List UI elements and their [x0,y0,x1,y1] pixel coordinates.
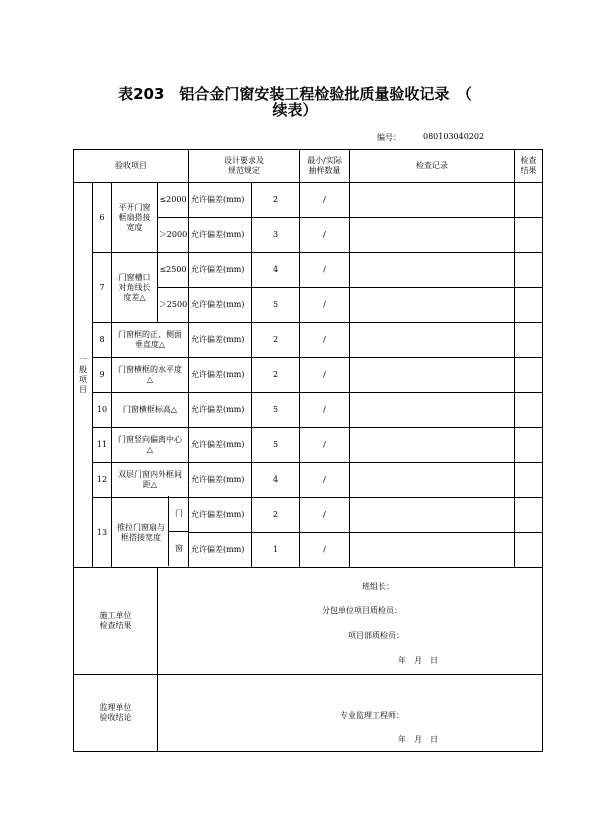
tolerance-value: 2 [252,498,300,533]
sample-count: / [300,463,350,498]
tolerance-value: 4 [252,463,300,498]
tolerance-desc: 允许偏差(mm) [189,428,252,463]
table-row [74,253,543,288]
table-row [74,183,543,218]
code-value: 080103040202 [423,132,485,141]
engineer-label: 专业监理工程师： [340,711,404,720]
sample-count: / [300,428,350,463]
table-row [74,463,543,498]
header-item: 验收项目 [74,150,189,183]
item-sub: ＞2000 [158,218,189,253]
record-cell[interactable] [350,253,515,288]
record-cell[interactable] [350,323,515,358]
record-cell[interactable] [350,498,515,533]
tolerance-desc: 允许偏差(mm) [189,533,252,568]
tolerance-desc: 允许偏差(mm) [189,253,252,288]
supervision-row [74,675,543,752]
document-title-line2: 续表） [272,101,318,119]
table-row [74,323,543,358]
result-cell[interactable] [515,463,543,498]
item-number: 6 [93,183,112,253]
row13-sub-divider [168,531,188,532]
dept-inspector-label: 项目部质检员： [348,631,404,640]
item-name: 门窗横框的水平度 △ [112,358,189,393]
tolerance-desc: 允许偏差(mm) [189,393,252,428]
sample-count: / [300,358,350,393]
tolerance-value: 5 [252,428,300,463]
record-cell[interactable] [350,288,515,323]
result-cell[interactable] [515,393,543,428]
item-number: 7 [93,253,112,323]
tolerance-desc: 允许偏差(mm) [189,323,252,358]
construction-sign-area[interactable] [158,568,543,675]
result-cell[interactable] [515,533,543,568]
item-number: 13 [93,498,112,568]
sample-count: / [300,498,350,533]
tolerance-value: 5 [252,288,300,323]
leader-label: 班组长： [362,582,394,591]
item-sub: ＞2500 [158,288,189,323]
supervision-sign-area[interactable] [158,675,543,752]
tolerance-value: 4 [252,253,300,288]
supervision-label: 监理单位 验收结论 [74,675,158,752]
table-row [74,393,543,428]
result-cell[interactable] [515,323,543,358]
result-cell[interactable] [515,183,543,218]
result-cell[interactable] [515,253,543,288]
item-name: 门窗横框标高△ [112,393,189,428]
tolerance-desc: 允许偏差(mm) [189,358,252,393]
tolerance-value: 2 [252,183,300,218]
item-name: 双层门窗内外框间 距△ [112,463,189,498]
item-name: 门窗槽口 对角线长 度差△ [112,253,158,323]
tolerance-desc: 允许偏差(mm) [189,218,252,253]
record-cell[interactable] [350,393,515,428]
sample-count: / [300,183,350,218]
table-row [74,428,543,463]
item-sub: ≤2500 [158,253,189,288]
sample-count: / [300,218,350,253]
record-cell[interactable] [350,533,515,568]
sample-count: / [300,323,350,358]
sample-count: / [300,393,350,428]
header-design: 设计要求及 规范规定 [189,150,300,183]
row13-sub-window: 窗 [175,544,183,553]
category-label: 一 般 项 目 [74,183,93,568]
table-row [74,498,543,533]
tolerance-desc: 允许偏差(mm) [189,288,252,323]
item-number: 12 [93,463,112,498]
tolerance-value: 1 [252,533,300,568]
item-name: 门窗框的正、侧面 垂直度△ [112,323,189,358]
header-record: 检查记录 [350,150,515,183]
construction-label: 施工单位 检查结果 [74,568,158,675]
inspection-table [73,149,543,752]
construction-date: 年 月 日 [398,656,438,665]
tolerance-desc: 允许偏差(mm) [189,463,252,498]
item-name: 门窗竖向偏离中心 △ [112,428,189,463]
tolerance-value: 3 [252,218,300,253]
supervision-date: 年 月 日 [398,735,438,744]
result-cell[interactable] [515,218,543,253]
row13-sub-door: 门 [175,509,183,518]
record-cell[interactable] [350,463,515,498]
header-result: 检查 结果 [515,150,543,183]
header-sample: 最小/实际 抽样数量 [300,150,350,183]
construction-row [74,568,543,675]
header-row [74,150,543,183]
item-name: 推拉门窗扇与 框搭接宽度 [112,498,189,568]
tolerance-desc: 允许偏差(mm) [189,498,252,533]
result-cell[interactable] [515,358,543,393]
item-number: 9 [93,358,112,393]
item-number: 8 [93,323,112,358]
document-title-line1: 表203 铝合金门窗安装工程检验批质量验收记录 （ [118,85,472,103]
sample-count: / [300,533,350,568]
item-name: 平开门窗 框扇搭接 宽度 [112,183,158,253]
record-cell[interactable] [350,358,515,393]
tolerance-value: 2 [252,358,300,393]
sample-count: / [300,288,350,323]
tolerance-desc: 允许偏差(mm) [189,183,252,218]
result-cell[interactable] [515,288,543,323]
sub-inspector-label: 分包单位项目质检员： [322,606,402,615]
item-sub: ≤2000 [158,183,189,218]
tolerance-value: 5 [252,393,300,428]
record-cell[interactable] [350,183,515,218]
code-label: 编号： [377,133,401,142]
record-cell[interactable] [350,428,515,463]
sample-count: / [300,253,350,288]
table-row [74,358,543,393]
record-cell[interactable] [350,218,515,253]
tolerance-value: 2 [252,323,300,358]
result-cell[interactable] [515,428,543,463]
item-number: 10 [93,393,112,428]
result-cell[interactable] [515,498,543,533]
item-number: 11 [93,428,112,463]
